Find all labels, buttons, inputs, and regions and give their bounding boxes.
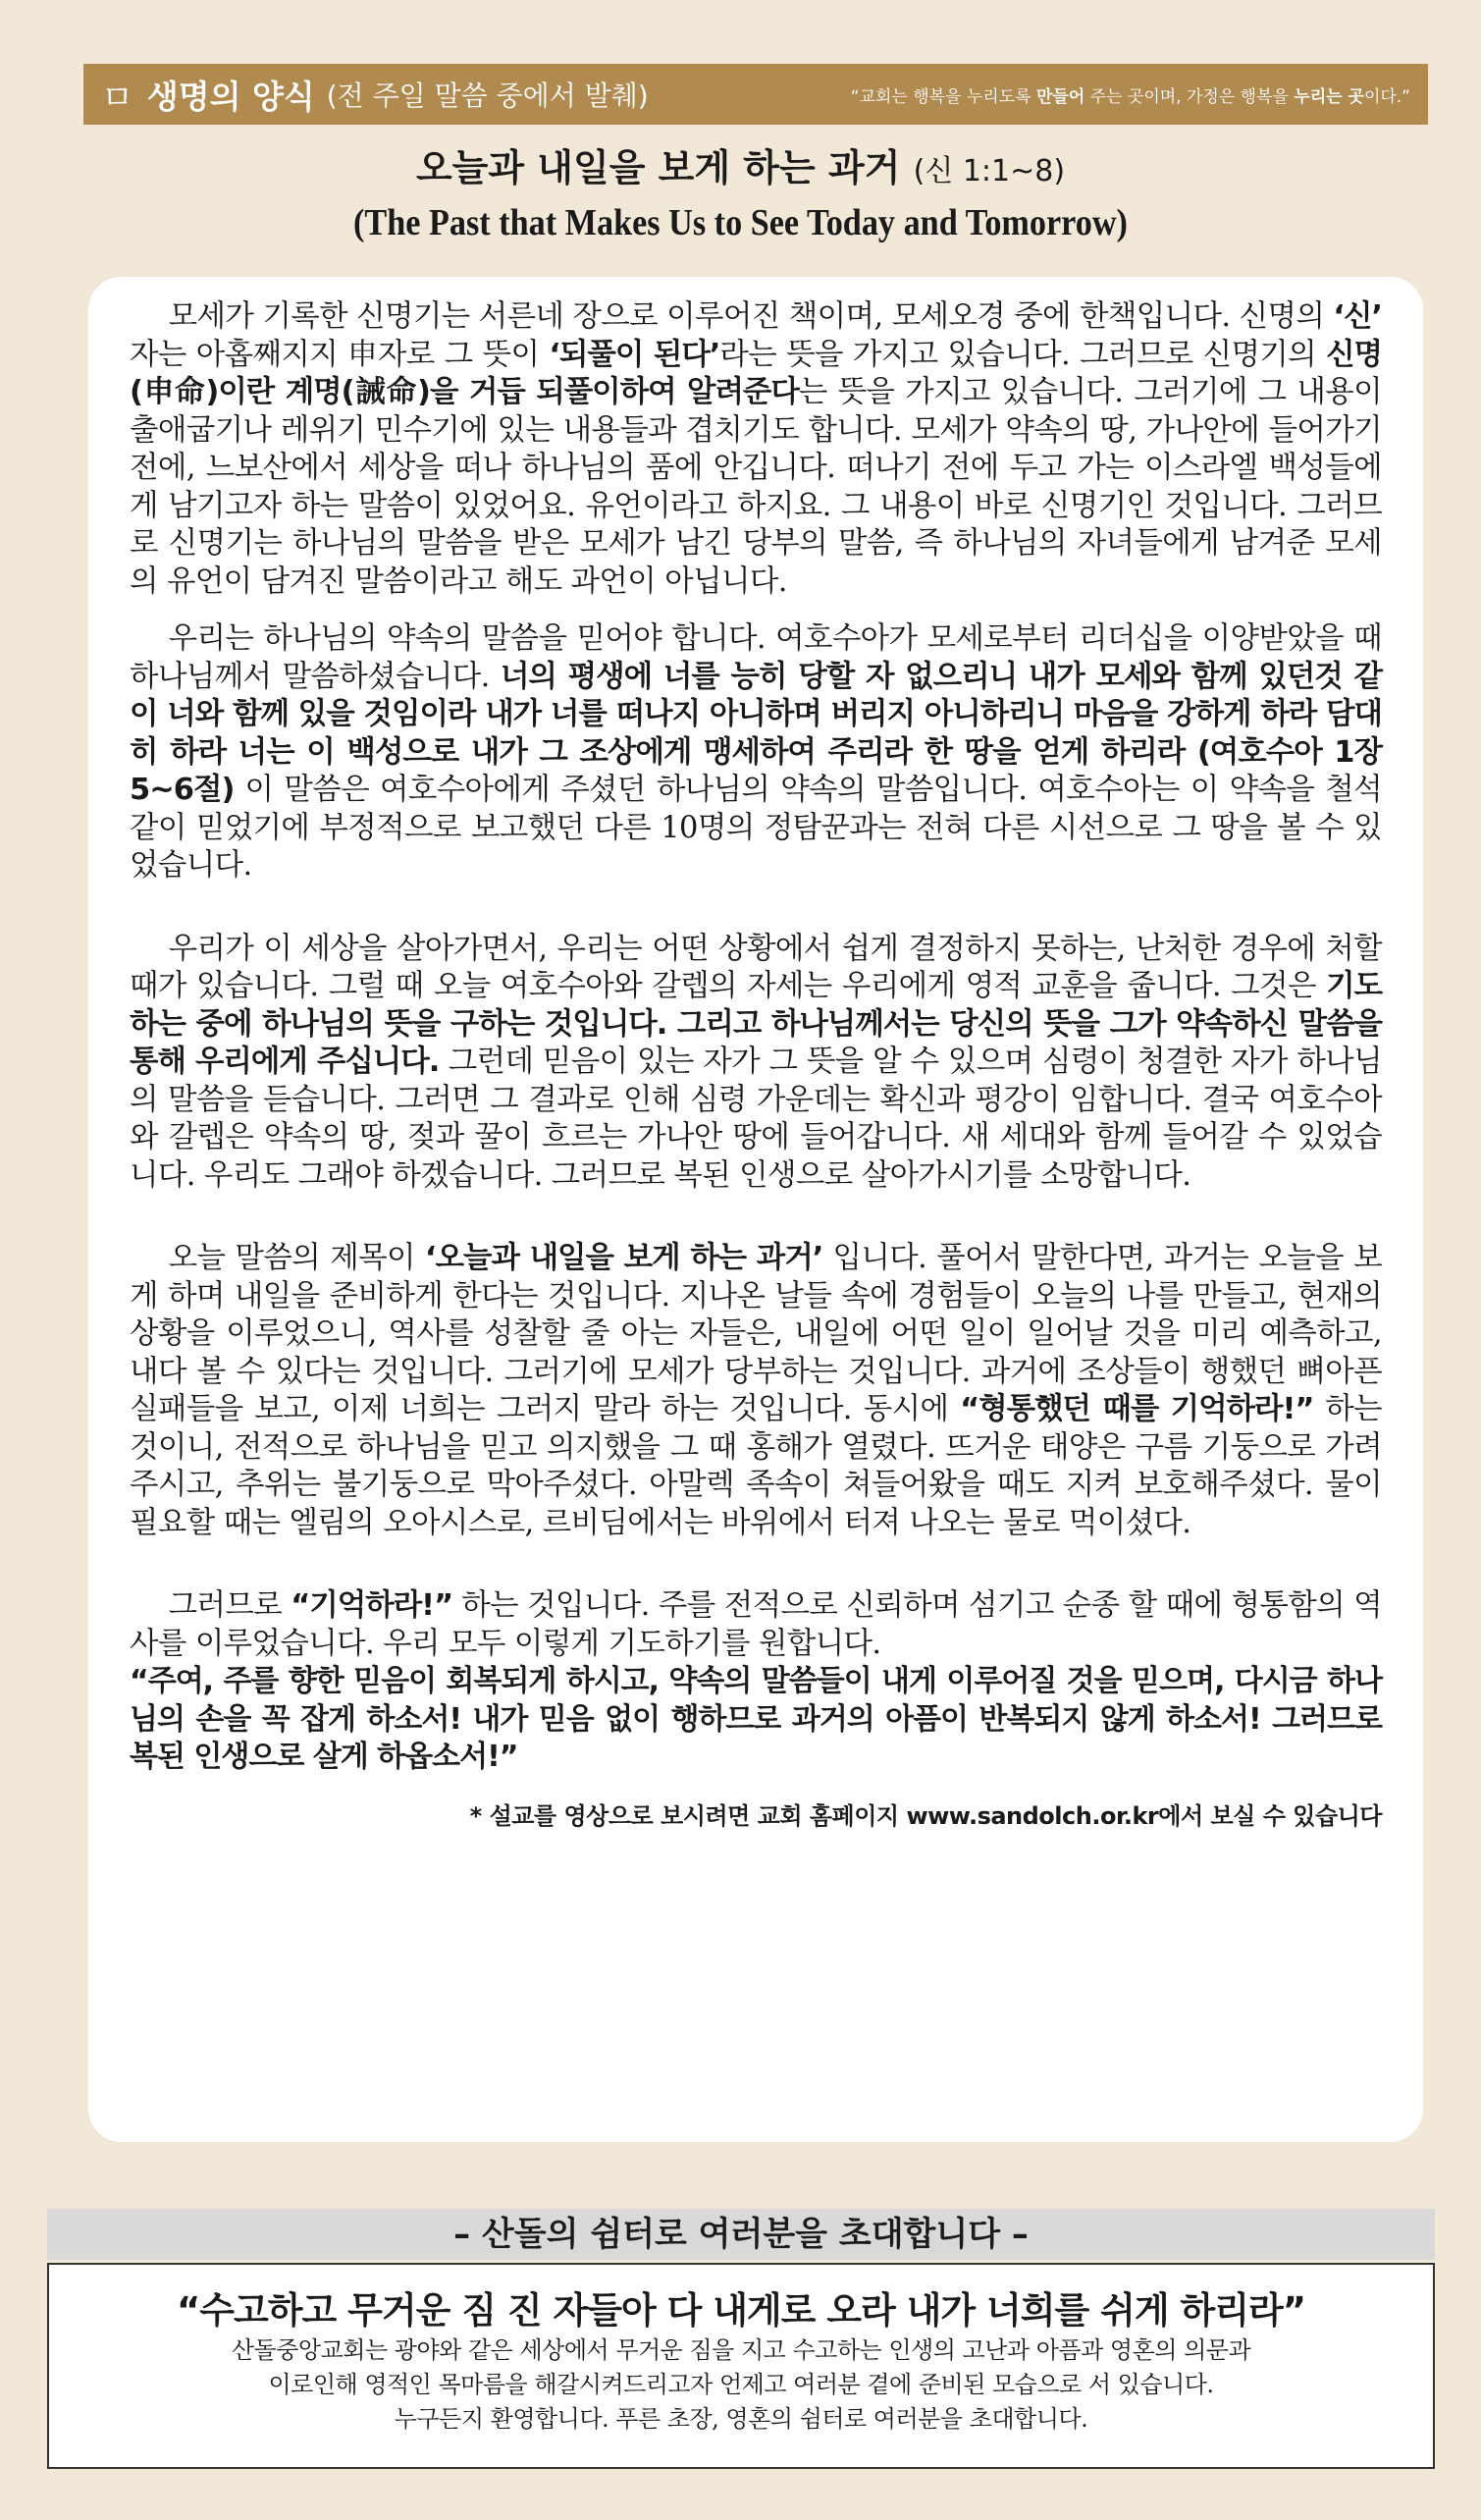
p1-text-3: 라는 뜻을 가지고 있습니다. 그러므로 신명기의 [719,337,1327,372]
paragraph-2 [130,620,1382,885]
p1-emphasis-3: 신명(申命)이란 계명(誡命)을 거듭 되풀이하여 알려준다 [130,337,1383,409]
p2-text-2: 이 말씀은 여호수아에게 주셨던 하나님의 약속의 말씀입니다. 여호수아는 이 약속을 철석같이 믿었기에 부정적으로 보고했던 다른 10명의 정탐꾼과는 전혀 다른 시선으로 그 땅을 볼 수 있었습니다. [130,773,1382,883]
invitation-box [47,2263,1435,2469]
p3-text-2: 그런데 믿음이 있는 자가 그 뜻을 알 수 있으며 심령이 청결한 자가 하나님의 말씀을 듣습니다. 그러면 그 결과로 인해 심령 가운데는 확신과 평강이 임합니다. 결국 여호수아와 갈렙은 약속의 땅, 젖과 꿀이 흐르는 가나안 땅에 들어갑니다. 새 세대와 함께 들어갈 수 있었습니다. 우리도 그래야 하겠습니다. 그러므로 복된 인생으로 살아가시기를 소망합니다. [130,1045,1383,1193]
motto-text-3: 이다.” [1363,86,1410,107]
sermon-title [0,137,1481,191]
invitation-line-1: 산돌중앙교회는 광야와 같은 세상에서 무거운 짐을 지고 수고하는 인생의 고난과 아픔과 영혼의 의문과 [231,2336,1251,2364]
paragraph-5 [130,1587,1382,1663]
motto-bold-2: 누리는 곳 [1294,86,1364,107]
sermon-title-english: (The Past that Makes Us to See Today and Tomorrow) [353,202,1128,243]
section-subtitle: (전 주일 말씀 중에서 발췌) [326,80,649,112]
motto-text-1: “교회는 행복을 누리도록 [850,86,1036,107]
p5-text-1: 그러므로 [168,1588,291,1623]
p4-text-1: 오늘 말씀의 제목이 [168,1241,425,1275]
p4-emphasis-2: “형통했던 때를 기억하라!” [960,1392,1314,1426]
p5-emphasis-1: “기억하라!” [291,1588,453,1623]
website-note: * 설교를 영상으로 보시려면 교회 홈페이지 www.sandolch.or.kr에서 보실 수 있습니다 [469,1801,1382,1830]
paragraph-1 [130,298,1382,601]
p2-emphasis-1: 너의 평생에 너를 능히 당할 자 없으리니 내가 모세와 함께 있던것 같이 너와 함께 있을 것임이라 내가 너를 떠나지 아니하며 버리지 아니하리니 마음을 강하게 하라 담대히 하라 너는 이 백성으로 내가 그 조상에게 맹세하여 주리라 한 땅을 얻게 하리라 (여호수아 1장 5~6절) [130,659,1383,807]
square-bullet-icon: ㅁ [101,78,133,118]
p4-emphasis-1: ‘오늘과 내일을 보게 하는 과거’ [424,1241,823,1275]
paragraph-3 [130,931,1382,1196]
p1-text-4: 는 뜻을 가지고 있습니다. 그러기에 그 내용이 출애굽기나 레위기 민수기에 있는 내용들과 겹치기도 합니다. 모세가 약속의 땅, 가나안에 들어가기 전에, 느보산에서 세상을 떠나 하나님의 품에 안깁니다. 떠나기 전에 두고 가는 이스라엘 백성들에게 남기고자 하는 말씀이 있었어요. 유언이라고 하지요. 그 내용이 바로 신명기인 것입니다. 그러므로 신명기는 하나님의 말씀을 받은 모세가 남긴 당부의 말씀, 즉 하나님의 자녀들에게 남겨준 모세의 유언이 담겨진 말씀이라고 해도 과언이 아닙니다. [130,375,1383,599]
invitation-line-3: 누구든지 환영합니다. 푸른 초장, 영혼의 쉼터로 여러분을 초대합니다. [394,2405,1088,2433]
scripture-reference: (신 1:1~8) [913,154,1066,188]
p4-text-2: 입니다. 풀어서 말한다면, 과거는 오늘을 보게 하며 내일을 준비하게 한다는 것입니다. 지나온 날들 속에 경험들이 오늘의 나를 만들고, 현재의 상황을 이루었으니, 역사를 성찰할 줄 아는 자들은, 내일에 어떤 일이 일어날 것을 미리 예측하고, 내다 볼 수 있다는 것입니다. 그러기에 모세가 당부하는 것입니다. 과거에 조상들이 행했던 뼈아픈 실패들을 보고, 이제 너희는 그러지 말라 하는 것입니다. 동시에 [130,1241,1382,1426]
p2-text-1: 우리는 하나님의 약속의 말씀을 믿어야 합니다. 여호수아가 모세로부터 리더십을 이양받았을 때 하나님께서 말씀하셨습니다. [130,621,1382,694]
p4-text-3: 하는 것이니, 전적으로 하나님을 믿고 의지했을 그 때 홍해가 열렸다. 뜨거운 태양은 구름 기둥으로 가려주시고, 추위는 불기둥으로 막아주셨다. 아말렉 족속이 쳐들어왔을 때도 지켜 보호해주셨다. 물이 필요할 때는 엘림의 오아시스로, 르비딤에서는 바위에서 터져 나오는 물로 먹이셨다. [130,1392,1382,1540]
sermon-title-text: 오늘과 내일을 보게 하는 과거 [415,146,901,189]
section-header-bar [83,64,1428,125]
p1-emphasis-1: ‘신’ [1333,299,1382,334]
p3-emphasis-1: 기도하는 중에 하나님의 뜻을 구하는 것입니다. 그리고 하나님께서는 당신의 뜻을 그가 약속하신 말씀을 통해 우리에게 주십니다. [130,969,1382,1079]
p1-text-1: 모세가 기록한 신명기는 서른네 장으로 이루어진 책이며, 모세오경 중에 한책입니다. 신명의 [168,299,1334,334]
invitation-verse: “수고하고 무거운 짐 진 자들아 다 내게로 오라 내가 너희를 쉬게 하리라” [176,2289,1306,2332]
p1-emphasis-2: ‘되풀이 된다’ [549,337,720,372]
invitation-title: – 산돌의 쉼터로 여러분을 초대합니다 – [47,2209,1435,2260]
invitation-line-2: 이로인해 영적인 목마름을 해갈시켜드리고자 언제고 여러분 곁에 준비된 모습으로 서 있습니다. [268,2371,1214,2398]
p5-text-2: 하는 것입니다. 주를 전적으로 신뢰하며 섬기고 순종 할 때에 형통함의 역사를 이루었습니다. 우리 모두 이렇게 기도하기를 원합니다. [130,1588,1383,1661]
prayer-text: “주여, 주를 향한 믿음이 회복되게 하시고, 약속의 말씀들이 내게 이루어질 것을 믿으며, 다시금 하나님의 손을 꼭 잡게 하소서! 내가 믿음 없이 행하므로 과거의 아픔이 반복되지 않게 하소서! 그러므로 복된 인생으로 살게 하옵소서!” [130,1664,1382,1774]
motto-bold-1: 만들어 [1035,86,1085,107]
p3-text-1: 우리가 이 세상을 살아가면서, 우리는 어떤 상황에서 쉽게 결정하지 못하는, 난처한 경우에 처할 때가 있습니다. 그럴 때 오늘 여호수아와 갈렙의 자세는 우리에게 영적 교훈을 줍니다. 그것은 [130,931,1382,1003]
church-motto [851,82,1410,107]
p1-text-2: 자는 아홉째지지 申자로 그 뜻이 [130,337,550,372]
section-title: 생명의 양식 [146,77,315,116]
paragraph-4 [130,1240,1382,1542]
sermon-body-card [88,277,1423,2142]
motto-text-2: 주는 곳이며, 가정은 행복을 [1084,86,1295,107]
